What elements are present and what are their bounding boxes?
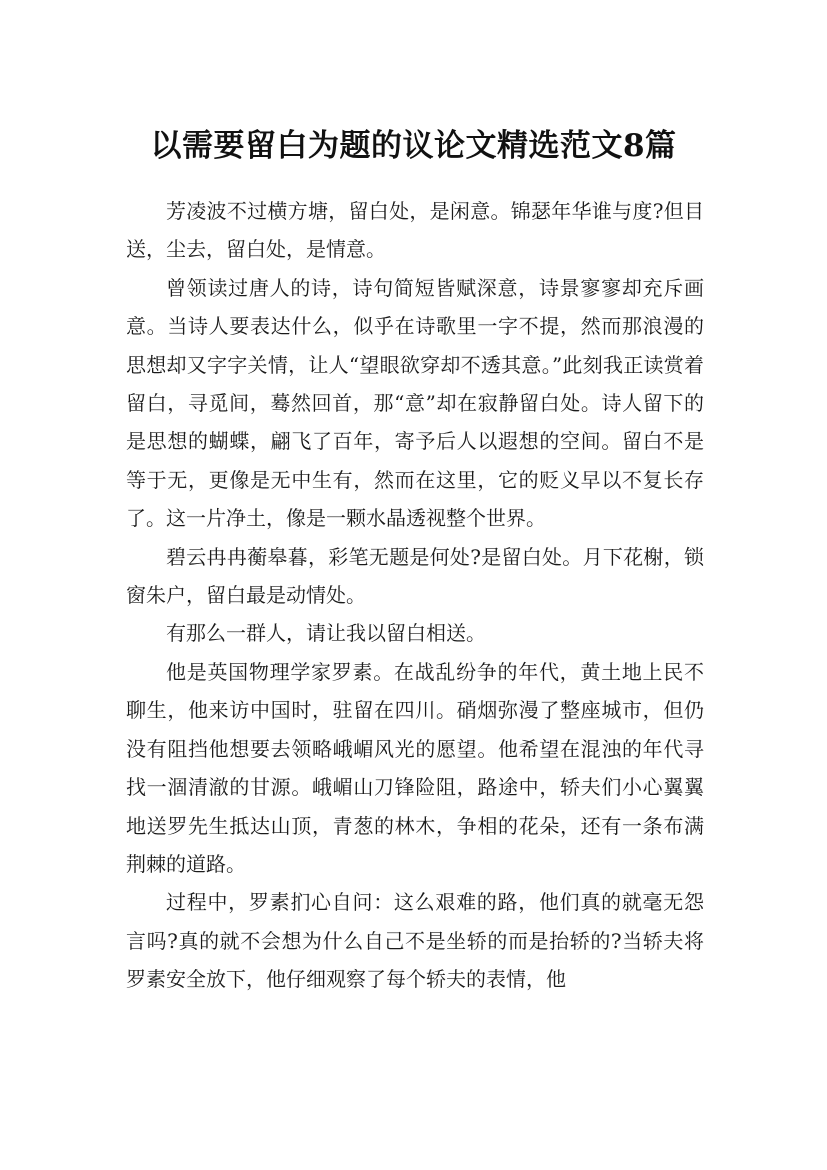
paragraph-1: 芳凌波不过横方塘，留白处，是闲意。锦瑟年华谁与度?但目送，尘去，留白处，是情意。 — [126, 199, 704, 262]
paragraph-3: 碧云冉冉蘅皋暮，彩笔无题是何处?是留白处。月下花榭，锁窗朱户，留白最是动情处。 — [126, 544, 704, 608]
paragraph-4: 有那么一群人，请让我以留白相送。 — [166, 621, 486, 646]
article-body — [126, 192, 704, 999]
page-title: 以需要留白为题的议论文精选范文8篇 — [150, 127, 677, 164]
paragraph-6: 过程中，罗素扪心自问：这么艰难的路，他们真的就毫无怨言吗?真的就不会想为什么自己不是坐轿的而是抬轿的?当轿夫将罗素安全放下，他仔细观察了每个轿夫的表情，他 — [126, 890, 704, 992]
paragraph-5: 他是英国物理学家罗素。在战乱纷争的年代，黄土地上民不聊生，他来访中国时，驻留在四川。硝烟弥漫了整座城市，但仍没有阻挡他想要去领略峨嵋风光的愿望。他希望在混浊的年代寻找一涸清澈的甘源。峨嵋山刀锋险阻，路途中，轿夫们小心翼翼地送罗先生抵达山顶，青葱的林木，争相的花朵，还有一条布满荆棘的道路。 — [126, 659, 704, 876]
paragraph-2: 曾领读过唐人的诗，诗句简短皆赋深意，诗景寥寥却充斥画意。当诗人要表达什么，似乎在诗歌里一字不提，然而那浪漫的思想却又字字关情，让人“望眼欲穿却不透其意。”此刻我正读赏着留白，寻觅间，蓦然回首，那“意”却在寂静留白处。诗人留下的是思想的蝴蝶，翩飞了百年，寄予后人以遐想的空间。留白不是等于无，更像是无中生有，然而在这里，它的贬义早以不复长存了。这一片净土，像是一颗水晶透视整个世界。 — [126, 275, 704, 531]
